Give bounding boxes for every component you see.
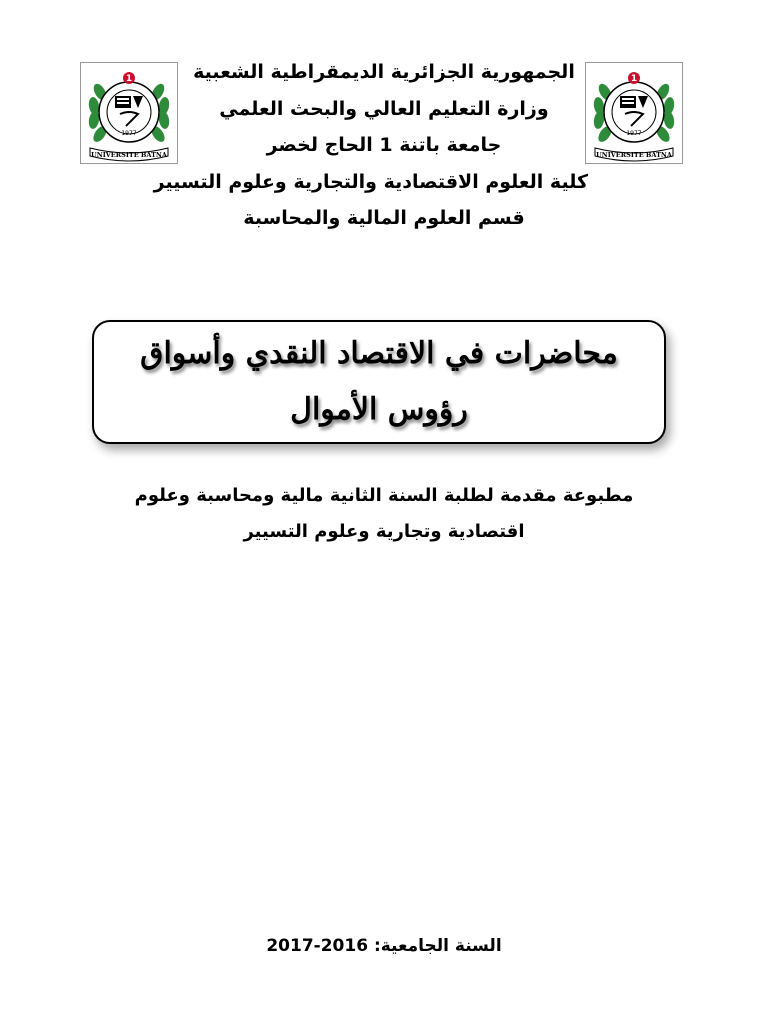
document-subtitle: مطبوعة مقدمة لطلبة السنة الثانية مالية ومحاسبة وعلوم اقتصادية وتجارية وعلوم التسيير — [134, 485, 634, 542]
svg-text:1977: 1977 — [626, 130, 642, 137]
academic-year-label: السنة الجامعية: — [373, 936, 502, 956]
university-emblem-icon — [80, 62, 178, 164]
document-title: محاضرات في الاقتصاد النقدي وأسواق رؤوس الأموال — [140, 336, 618, 427]
header-ministry: وزارة التعليم العالي والبحث العلمي — [219, 97, 549, 120]
university-logo-right — [585, 62, 683, 164]
university-logo-left — [80, 62, 178, 164]
academic-year — [0, 936, 768, 956]
svg-text:UNIVERSITE BATNA: UNIVERSITE BATNA — [596, 151, 672, 159]
academic-year-value: 2017-2016 — [266, 936, 369, 956]
svg-text:1: 1 — [125, 74, 133, 84]
title-box — [92, 320, 666, 444]
institution-header — [153, 54, 588, 237]
header-faculty: كلية العلوم الاقتصادية والتجارية وعلوم التسيير — [153, 170, 588, 193]
svg-text:1977: 1977 — [121, 130, 137, 137]
header-department: قسم العلوم المالية والمحاسبة — [243, 207, 525, 229]
svg-text:UNIVERSITE BATNA: UNIVERSITE BATNA — [91, 151, 167, 159]
header-university: جامعة باتنة 1 الحاج لخضر — [266, 134, 502, 156]
header-republic: الجمهورية الجزائرية الديمقراطية الشعبية — [193, 61, 575, 83]
university-emblem-icon — [585, 62, 683, 164]
svg-text:1: 1 — [630, 74, 638, 84]
